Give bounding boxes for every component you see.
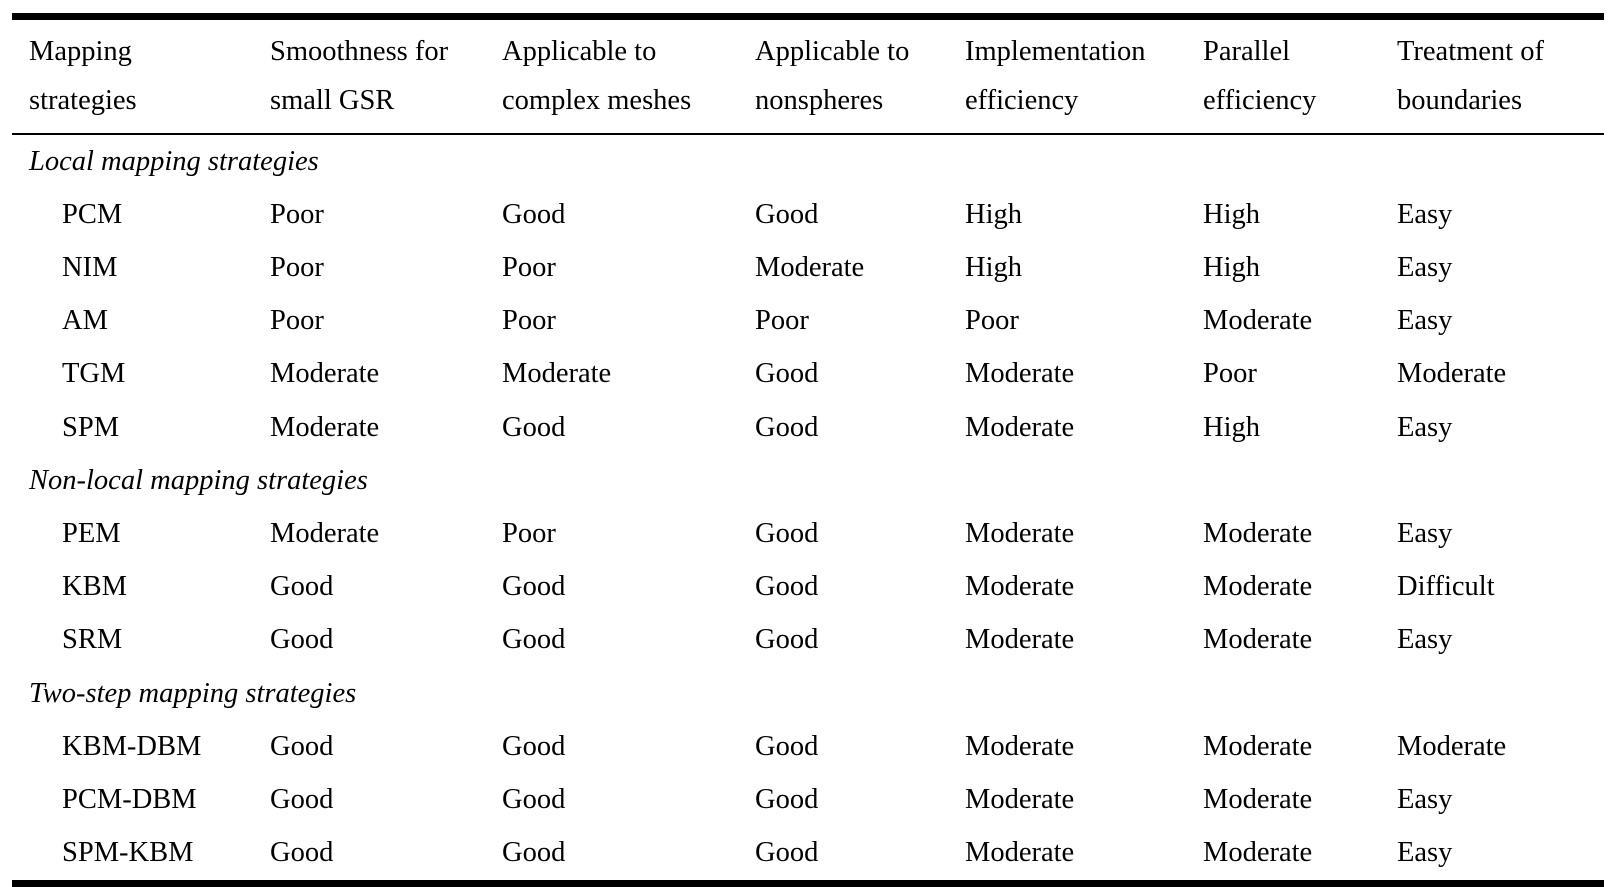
table-row-pem — [12, 507, 1604, 560]
rating-cell: Good — [755, 624, 819, 656]
rating-cell: Poor — [502, 517, 556, 549]
rating-cell: Poor — [270, 198, 324, 230]
rating-cell: High — [1203, 198, 1260, 230]
rating-cell: Good — [502, 198, 566, 230]
rating-cell: Good — [755, 358, 819, 390]
strategy-name-cell: KBM — [62, 571, 127, 603]
rating-cell: High — [965, 198, 1022, 230]
rating-cell: Easy — [1397, 305, 1453, 337]
rating-cell: Good — [502, 837, 566, 869]
mapping-strategies-table — [12, 13, 1604, 887]
rating-cell: Good — [270, 730, 334, 762]
rating-cell: Moderate — [1203, 837, 1313, 869]
section-row-local — [12, 134, 1604, 188]
rating-cell: Moderate — [1203, 624, 1313, 656]
rating-cell: Good — [502, 411, 566, 443]
table-body — [12, 134, 1604, 883]
rating-cell: Moderate — [1203, 571, 1313, 603]
rating-cell: Poor — [502, 305, 556, 337]
rating-cell: Moderate — [755, 252, 865, 283]
header-row — [12, 17, 1604, 135]
section-row-non-local — [12, 454, 1604, 507]
rating-cell: Good — [270, 783, 334, 815]
column-header-mapping-strategies: Mapping strategies — [12, 17, 270, 135]
table-row-kbm-dbm — [12, 720, 1604, 773]
strategy-name-cell: SPM-KBM — [62, 837, 194, 869]
rating-cell: Poor — [755, 305, 809, 337]
rating-cell: Poor — [270, 252, 324, 283]
rating-cell: Easy — [1397, 624, 1453, 656]
rating-cell: Moderate — [965, 783, 1075, 815]
rating-cell: Moderate — [965, 358, 1075, 390]
strategy-name-cell: PCM — [62, 198, 123, 230]
table-row-spm-kbm — [12, 826, 1604, 883]
rating-cell: Moderate — [1203, 783, 1313, 815]
rating-cell: Moderate — [502, 358, 612, 390]
section-label: Non-local mapping strategies — [29, 464, 368, 496]
rating-cell: Good — [502, 571, 566, 603]
rating-cell: Moderate — [1203, 305, 1313, 337]
rating-cell: Moderate — [270, 411, 380, 443]
table-row-pcm-dbm — [12, 773, 1604, 826]
rating-cell: Moderate — [1397, 358, 1507, 390]
rating-cell: Easy — [1397, 252, 1453, 283]
rating-cell: Moderate — [270, 358, 380, 390]
rating-cell: Easy — [1397, 198, 1453, 230]
rating-cell: Moderate — [965, 624, 1075, 656]
rating-cell: Good — [755, 571, 819, 603]
strategy-name-cell: SRM — [62, 624, 123, 656]
strategy-name-cell: AM — [62, 305, 108, 337]
section-label: Local mapping strategies — [29, 145, 319, 177]
strategy-name-cell: KBM-DBM — [62, 730, 202, 762]
table-header — [12, 17, 1604, 135]
rating-cell: Moderate — [270, 517, 380, 549]
rating-cell: Easy — [1397, 411, 1453, 443]
table-row-spm — [12, 401, 1604, 454]
column-header-nonspheres: Applicable to nonspheres — [755, 17, 965, 135]
rating-cell: Good — [270, 837, 334, 869]
rating-cell: Good — [502, 783, 566, 815]
rating-cell: Good — [755, 517, 819, 549]
rating-cell: Difficult — [1397, 571, 1495, 603]
table-row-tgm — [12, 348, 1604, 401]
rating-cell: Moderate — [965, 571, 1075, 603]
rating-cell: Good — [755, 730, 819, 762]
rating-cell: Good — [755, 837, 819, 869]
rating-cell: High — [965, 252, 1022, 283]
strategy-name-cell: NIM — [62, 252, 118, 283]
rating-cell: Moderate — [1203, 517, 1313, 549]
rating-cell: Good — [755, 783, 819, 815]
column-header-treatment-of-boundaries: Treatment of boundaries — [1397, 17, 1604, 135]
column-header-implementation-efficiency: Implementation efficiency — [965, 17, 1203, 135]
rating-cell: Good — [502, 624, 566, 656]
rating-cell: Good — [502, 730, 566, 762]
rating-cell: High — [1203, 252, 1260, 283]
rating-cell: Moderate — [1397, 730, 1507, 762]
table-row-pcm — [12, 188, 1604, 241]
rating-cell: Moderate — [965, 411, 1075, 443]
column-header-parallel-efficiency: Parallel efficiency — [1203, 17, 1397, 135]
rating-cell: Easy — [1397, 837, 1453, 869]
rating-cell: Easy — [1397, 517, 1453, 549]
rating-cell: Poor — [502, 252, 556, 283]
column-header-complex-meshes: Applicable to complex meshes — [502, 17, 755, 135]
strategy-name-cell: SPM — [62, 411, 120, 443]
rating-cell: High — [1203, 411, 1260, 443]
rating-cell: Poor — [965, 305, 1019, 337]
rating-cell: Easy — [1397, 783, 1453, 815]
rating-cell: Poor — [1203, 358, 1257, 390]
table-row-am — [12, 295, 1604, 348]
table-row-srm — [12, 614, 1604, 667]
strategy-name-cell: PEM — [62, 517, 121, 549]
section-row-two-step — [12, 667, 1604, 720]
strategy-name-cell: TGM — [62, 358, 126, 390]
strategy-name-cell: PCM-DBM — [62, 783, 197, 815]
rating-cell: Moderate — [965, 517, 1075, 549]
column-header-smoothness: Smoothness for small GSR — [270, 17, 502, 135]
table-row-kbm — [12, 561, 1604, 614]
rating-cell: Good — [270, 571, 334, 603]
rating-cell: Poor — [270, 305, 324, 337]
table-row-nim — [12, 241, 1604, 294]
rating-cell: Moderate — [1203, 730, 1313, 762]
rating-cell: Moderate — [965, 837, 1075, 869]
section-label: Two-step mapping strategies — [29, 677, 357, 709]
rating-cell: Good — [755, 411, 819, 443]
rating-cell: Good — [270, 624, 334, 656]
rating-cell: Moderate — [965, 730, 1075, 762]
rating-cell: Good — [755, 198, 819, 230]
